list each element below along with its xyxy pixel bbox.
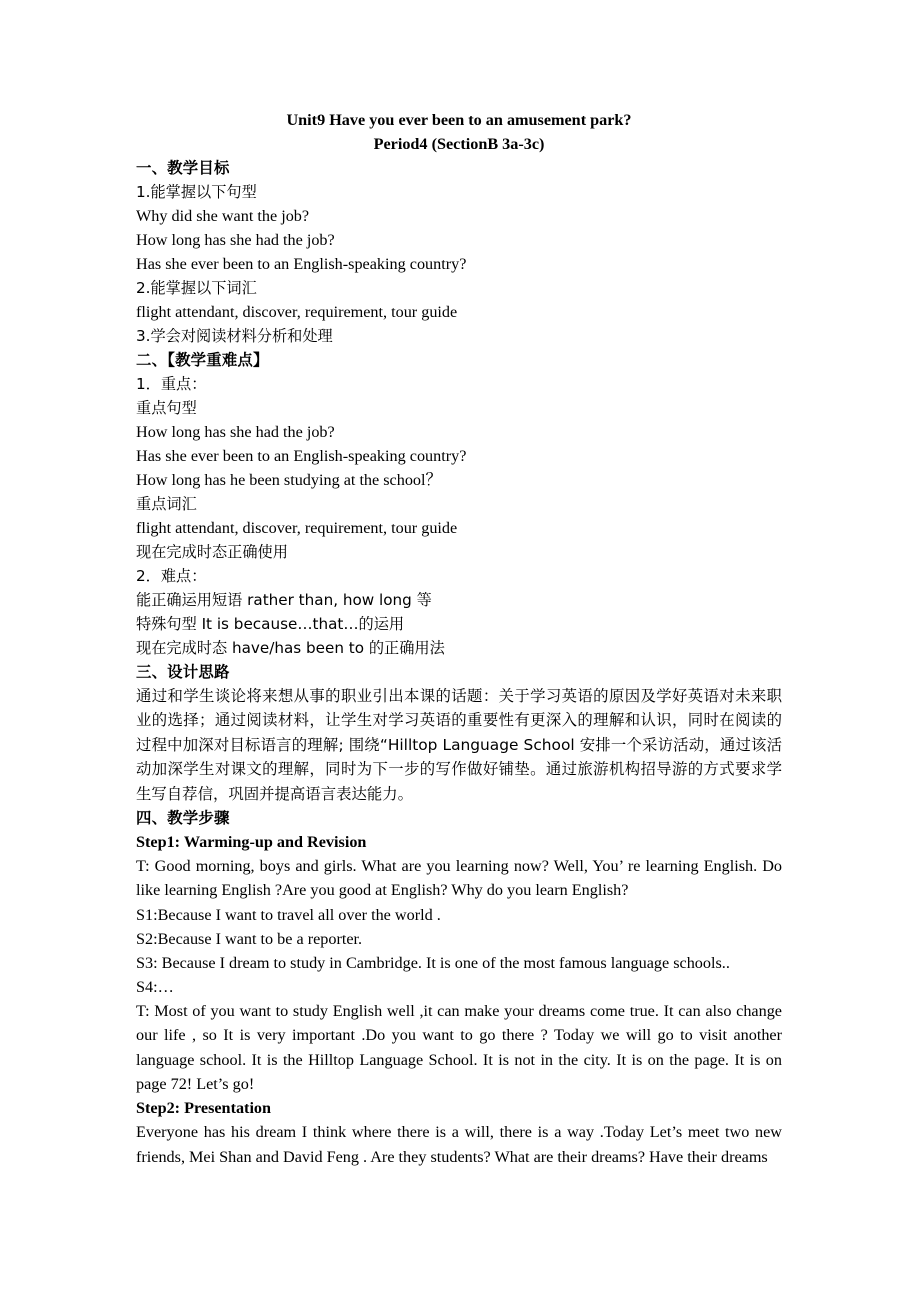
step1-response-4: S4:…	[136, 977, 174, 996]
step1-response-1: S1:Because I want to travel all over the world .	[136, 905, 441, 924]
objectives-item-3-label: 3.学会对阅读材料分析和处理	[136, 327, 333, 345]
key-points-focus-sentence-1: How long has she had the job?	[136, 423, 335, 441]
document-content	[136, 108, 782, 1169]
objectives-sentence-3: Has she ever been to an English-speaking country?	[136, 255, 467, 273]
step2-heading: Step2: Presentation	[136, 1099, 272, 1118]
objectives-sentence-1: Why did she want the job?	[136, 207, 310, 225]
objectives-item-1-label: 1.能掌握以下句型	[136, 183, 257, 201]
key-points-focus-sentence-label: 重点句型	[136, 399, 197, 417]
section-heading-design: 三、设计思路	[136, 663, 230, 681]
section-heading-procedure: 四、教学步骤	[136, 809, 230, 828]
section-heading-key-points: 二、【教学重难点】	[136, 351, 269, 369]
objectives-item-2-label: 2.能掌握以下词汇	[136, 279, 257, 297]
key-points-focus-tense: 现在完成时态正确使用	[136, 543, 288, 561]
key-points-difficulty-1: 能正确运用短语 rather than, how long 等	[136, 591, 432, 609]
key-points-focus-vocab-label: 重点词汇	[136, 495, 197, 513]
step1-teacher-followup: T: Most of you want to study English well ,it can make your dreams come true. It can also change our life , so It is very important .Do you want to go there ? Today we will go to visit another language school. It is the Hilltop Language School. It is not in the city. It is on the page. It is on page 72! Let’s go!	[136, 1001, 782, 1094]
design-paragraph: 通过和学生谈论将来想从事的职业引出本课的话题：关于学习英语的原因及学好英语对未来职业的选择；通过阅读材料，让学生对学习英语的重要性有更深入的理解和认识，同时在阅读的过程中加深对目标语言的理解; 围绕“Hilltop Language School 安排一个采访活动，通过该活动加深学生对课文的理解，同时为下一步的写作做好铺垫。通过旅游机构招导游的方式要求学生写自荐信，巩固并提高语言表达能力。	[136, 687, 782, 803]
key-points-focus-label: 1．重点：	[136, 375, 207, 393]
key-points-difficulty-2: 特殊句型 It is because…that…的运用	[136, 615, 405, 633]
step1-teacher-intro: T: Good morning, boys and girls. What are you learning now? Well, You’ re learning English. Do like learning English ?Are you good at English? Why do you learn English?	[136, 857, 782, 900]
step1-response-3: S3: Because I dream to study in Cambridge. It is one of the most famous language schools..	[136, 953, 730, 972]
key-points-focus-sentence-3: How long has he been studying at the school？	[136, 471, 442, 489]
key-points-difficulty-3: 现在完成时态 have/has been to 的正确用法	[136, 639, 445, 657]
key-points-difficulty-label: 2．难点：	[136, 567, 207, 585]
step1-response-2: S2:Because I want to be a reporter.	[136, 929, 363, 948]
section-heading-objectives: 一、教学目标	[136, 159, 230, 177]
document-title-line-1: Unit9 Have you ever been to an amusement park?	[286, 111, 632, 129]
objectives-sentence-2: How long has she had the job?	[136, 231, 335, 249]
key-points-focus-sentence-2: Has she ever been to an English-speaking country?	[136, 447, 467, 465]
key-points-focus-vocabulary: flight attendant, discover, requirement, tour guide	[136, 519, 458, 537]
document-title-line-2: Period4 (SectionB 3a-3c)	[373, 135, 545, 153]
step2-paragraph: Everyone has his dream I think where there is a will, there is a way .Today Let’s meet two new friends, Mei Shan and David Feng . Are they students? What are their dreams? Have their dreams	[136, 1123, 782, 1166]
objectives-vocabulary: flight attendant, discover, requirement, tour guide	[136, 303, 458, 321]
step1-heading: Step1: Warming-up and Revision	[136, 833, 367, 852]
